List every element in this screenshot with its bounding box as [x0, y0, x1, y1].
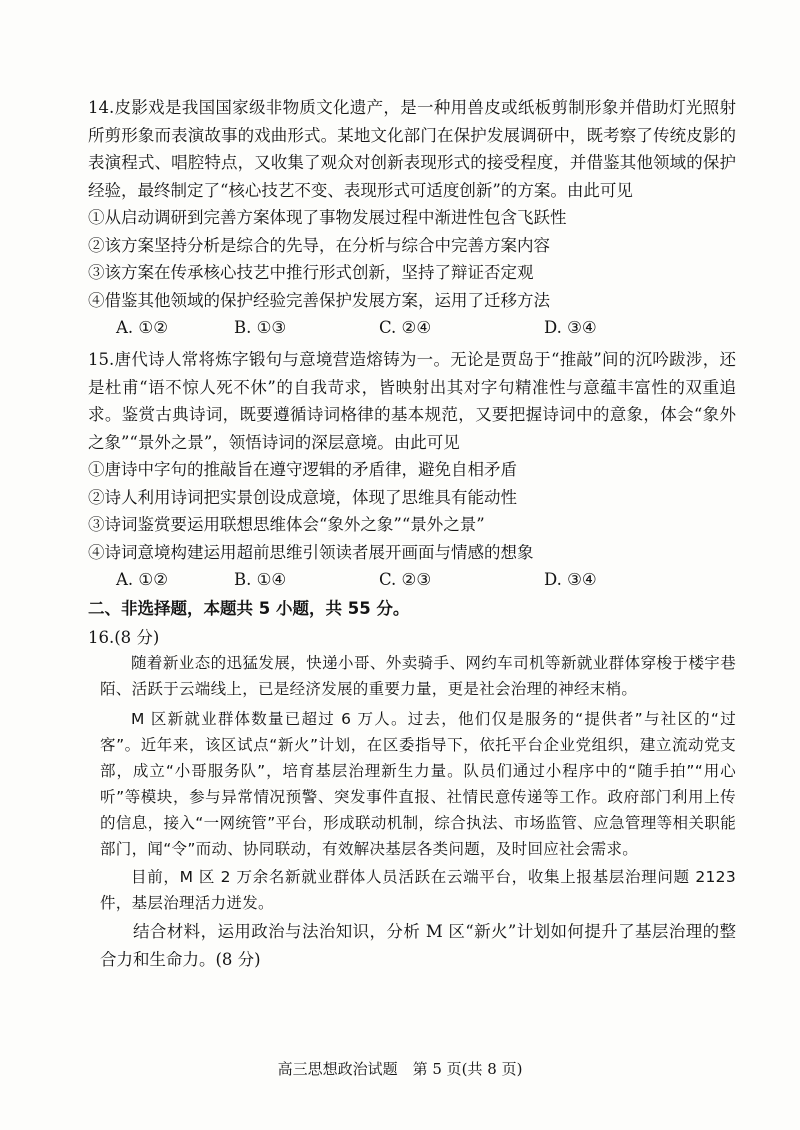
page-footer: 高三思想政治试题 第 5 页(共 8 页) — [277, 1060, 523, 1078]
question-15-choices — [88, 566, 736, 594]
question-14-choice-b: B. ①③ — [234, 318, 287, 337]
question-15-choice-d: D. ③④ — [544, 570, 597, 589]
question-14-stem: 14.皮影戏是我国国家级非物质文化遗产，是一种用兽皮或纸板剪制形象并借助灯光照射所剪形象而表演故事的戏曲形式。某地文化部门在保护发展调研中，既考察了传统皮影的表演程式、唱腔特点，又收集了观众对创新表现形式的接受程度，并借鉴其他领域的保护经验，最终制定了“核心技艺不变、表现形式可适度创新”的方案。由此可见 — [88, 98, 736, 200]
material-paragraph-2: M 区新就业群体数量已超过 6 万人。过去，他们仅是服务的“提供者”与社区的“过客”。近年来，该区试点“新火”计划，在区委指导下，依托平台企业党组织，建立流动党支部，成立“小哥服务队”，培育基层治理新生力量。队员们通过小程序中的“随手拍”“用心听”等模块，参与异常情况预警、突发事件直报、社情民意传递等工作。政府部门利用上传的信息，接入“一网统管”平台，形成联动机制，综合执法、市场监管、应急管理等相关职能部门，闻“令”而动、协同联动，有效解决基层各类问题，及时回应社会需求。 — [100, 710, 736, 858]
section-heading: 二、非选择题，本题共 5 小题，共 55 分。 — [88, 599, 410, 618]
material-paragraph-3: 目前，M 区 2 万余名新就业群体人员活跃在云端平台，收集上报基层治理问题 2123 件，基层治理活力迸发。 — [100, 868, 736, 912]
question-15-option-4: ④诗词意境构建运用超前思维引领读者展开画面与情感的想象 — [88, 542, 534, 562]
question-15-choice-b: B. ①④ — [234, 570, 287, 589]
question-15-option-2: ②诗人利用诗词把实景创设成意境，体现了思维具有能动性 — [88, 487, 517, 507]
question-14-choice-c: C. ②④ — [379, 318, 432, 337]
question-15-stem: 15.唐代诗人常将炼字锻句与意境营造熔铸为一。无论是贾岛于“推敲”间的沉吟跋涉，还是杜甫“语不惊人死不休”的自我苛求，皆映射出其对字句精准性与意蕴丰富性的双重追求。鉴赏古典诗词，既要遵循诗词格律的基本规范，又要把握诗词中的意象，体会“象外之象”“景外之景”，领悟诗词的深层意境。由此可见 — [88, 350, 736, 452]
question-15-option-3: ③诗词鉴赏要运用联想思维体会“象外之象”“景外之景” — [88, 515, 485, 534]
question-14-option-3: ③该方案在传承核心技艺中推行形式创新，坚持了辩证否定观 — [88, 263, 534, 282]
question-14-option-1: ①从启动调研到完善方案体现了事物发展过程中渐进性包含飞跃性 — [88, 208, 567, 227]
question-14-option-2: ②该方案坚持分析是综合的先导，在分析与综合中完善方案内容 — [88, 235, 550, 255]
question-15-choice-a: A. ①② — [116, 570, 168, 589]
question-14-option-4: ④借鉴其他领域的保护经验完善保护发展方案，运用了迁移方法 — [88, 290, 550, 310]
question-15 — [88, 346, 736, 594]
question-16-task: 结合材料，运用政治与法治知识，分析 M 区“新火”计划如何提升了基层治理的整合力和生命力。(8 分) — [100, 922, 736, 969]
question-15-choice-c: C. ②③ — [379, 570, 432, 589]
question-15-option-1: ①唐诗中字句的推敲旨在遵守逻辑的矛盾律，避免自相矛盾 — [88, 460, 517, 479]
question-14-choice-a: A. ①② — [116, 318, 168, 337]
question-14-choices — [88, 314, 736, 342]
question-14 — [88, 94, 736, 342]
question-16-heading: 16.(8 分) — [88, 628, 160, 647]
question-14-choice-d: D. ③④ — [544, 318, 597, 337]
material-paragraph-1: 随着新业态的迅猛发展，快递小哥、外卖骑手、网约车司机等新就业群体穿梭于楼宇巷陌、活跃于云端线上，已是经济发展的重要力量，更是社会治理的神经末梢。 — [100, 654, 736, 698]
